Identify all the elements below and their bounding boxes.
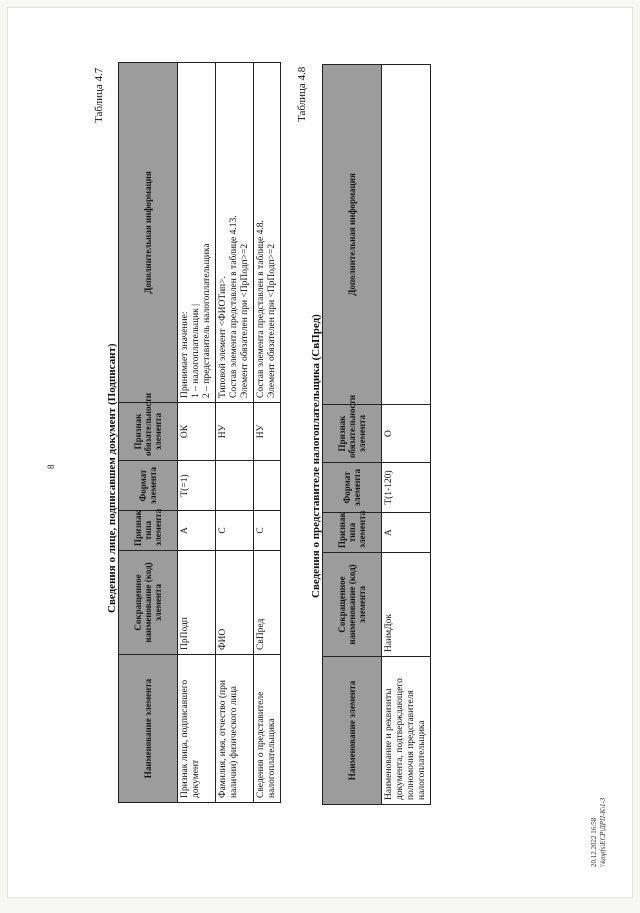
footer-timestamp: 20.12.2022 16:58 [590,817,598,867]
note-line: Состав элемента представлен в таблице 4.13. [229,215,239,398]
header-element-format: Формат элемента [119,461,178,511]
table-row [216,63,254,803]
cell-element-required: НУ [254,403,281,461]
note-line: Принимает значение: [180,311,190,398]
header-element-type: Признак типа элемента [323,513,382,553]
table-row [382,65,431,805]
signatory-table [118,62,281,803]
table-4-7-label: Таблица 4.7 [93,67,105,123]
cell-element-type: С [216,511,254,551]
header-additional-info: Дополнительная информация [119,63,178,403]
cell-additional-info [382,65,431,405]
cell-element-required: ОК [178,403,216,461]
note-line: Элемент обязателен при <ПрПодп>=2 [240,243,250,398]
cell-additional-info [254,63,281,403]
page-number: 8 [46,464,56,469]
header-element-code: Сокращенное наименование (код) элемента [119,551,178,655]
table-4-8-label: Таблица 4.8 [296,66,308,122]
header-element-name: Наименование элемента [323,657,382,805]
note-line: Типовой элемент <ФИОТип>. [218,276,228,398]
table-row [178,63,216,803]
cell-element-format: Т(=1) [178,461,216,511]
header-element-name: Наименование элемента [119,655,178,803]
table-4-7-title: Сведения о лице, подписавшем документ (Подписант) [106,343,118,613]
note-line: Элемент обязателен при <ПрПодп>=2 [267,243,277,398]
table-4-8-title: Сведения о представителе налогоплательщика (СвПред) [310,314,322,598]
header-element-required: Признак обязательности элемента [119,403,178,461]
document-page [8,8,632,897]
header-element-code: Сокращенное наименование (код) элемента [323,553,382,657]
footer-file-path: \\kmpfs\ECP\ДРП-К\1-3 [599,797,607,867]
cell-element-code: НаимДок [382,553,431,657]
representative-table [322,64,431,805]
cell-element-name: Фамилия, имя, отчество (при наличии) физического лица [216,655,254,803]
cell-element-format [254,461,281,511]
header-element-type: Признак типа элемента [119,511,178,551]
table-row [254,63,281,803]
page-footer [590,798,608,867]
cell-element-required: О [382,405,431,463]
cell-element-code: ПрПодп [178,551,216,655]
note-line: 1 – налогоплательщик | [191,303,201,398]
cell-element-code: ФИО [216,551,254,655]
note-line: 2 – представитель налогоплательщика [202,243,212,398]
cell-element-name: Наименование и реквизиты документа, подтверждающего полномочия представителя налогоплательщика [382,657,431,805]
rotated-page-content [8,8,640,913]
header-element-format: Формат элемента [323,463,382,513]
table-header-row [323,65,382,805]
cell-additional-info [216,63,254,403]
cell-element-name: Сведения о представителе налогоплательщика [254,655,281,803]
header-additional-info: Дополнительная информация [323,65,382,405]
cell-element-type: А [382,513,431,553]
cell-element-name: Признак лица, подписавшего документ [178,655,216,803]
cell-element-type: А [178,511,216,551]
note-line: Состав элемента представлен в таблице 4.8. [256,220,266,398]
cell-element-code: СвПред [254,551,281,655]
table-header-row [119,63,178,803]
cell-additional-info [178,63,216,403]
cell-element-required: НУ [216,403,254,461]
cell-element-format [216,461,254,511]
cell-element-format: Т(1-120) [382,463,431,513]
cell-element-type: С [254,511,281,551]
header-element-required: Признак обязательности элемента [323,405,382,463]
